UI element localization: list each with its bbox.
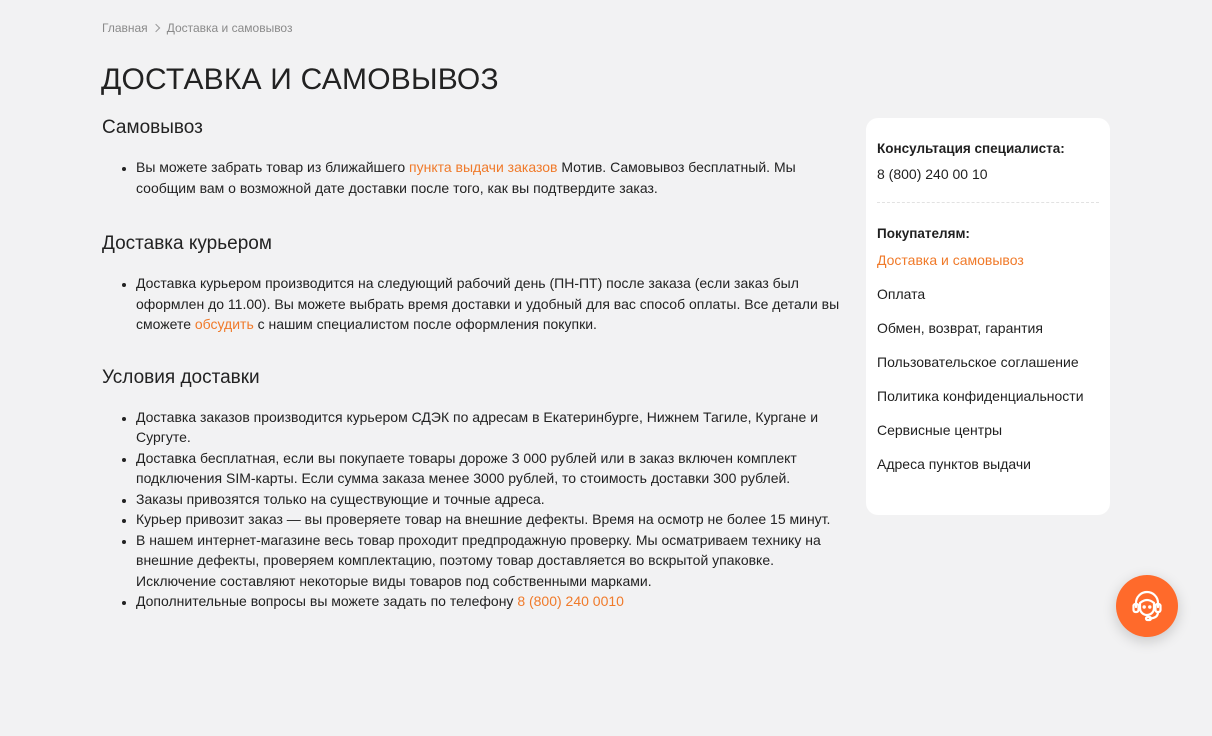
consult-label: Консультация специалиста: — [877, 141, 1065, 156]
sidebar-item-agreement[interactable]: Пользовательское соглашение — [877, 354, 1079, 370]
phone-question-text: Дополнительные вопросы вы можете задать по телефону — [136, 593, 518, 609]
list-item: • Доставка заказов производится курьером СДЭК по адресам в Екатеринбурге, Нижнем Тагиле, Кургане и Сургуте. — [136, 407, 842, 448]
sidebar-item-exchange[interactable]: Обмен, возврат, гарантия — [877, 320, 1043, 336]
sidebar-item-payment[interactable]: Оплата — [877, 286, 926, 302]
page-title: ДОСТАВКА И САМОВЫВОЗ — [101, 63, 499, 96]
sidebar-card — [866, 118, 1110, 515]
chevron-right-icon — [151, 24, 159, 32]
sidebar-divider — [877, 202, 1099, 203]
courier-heading: Доставка курьером — [102, 233, 272, 254]
consult-phone[interactable]: 8 (800) 240 00 10 — [877, 166, 988, 182]
conditions-heading: Условия доставки — [102, 366, 260, 388]
pickup-list — [102, 157, 842, 198]
list-item: • В нашем интернет-магазине весь товар проходит предпродажную проверку. Мы осматриваем технику на внешние дефекты, проверяем комплектацию, поэтому товар доставляется во вскрытой упаковке. Исключение составляют некоторые виды товаров под собственными марками. — [136, 530, 842, 592]
conditions-list — [102, 407, 842, 612]
hotline-phone-link[interactable]: 8 (800) 240 0010 — [517, 593, 624, 609]
buyers-label: Покупателям: — [877, 226, 970, 241]
sidebar-item-pickup-addresses[interactable]: Адреса пунктов выдачи — [877, 456, 1031, 472]
pickup-text-before: Вы можете забрать товар из ближайшего — [136, 159, 409, 175]
list-item: • Заказы привозятся только на существующие и точные адреса. — [136, 489, 842, 510]
courier-text-before: Доставка курьером производится на следующий рабочий день (ПН-ПТ) после заказа (если заказ был оформлен до 11.00). Вы можете выбрать время доставки и удобный для вас способ оплаты. Все детали вы сможете — [136, 275, 840, 332]
courier-list — [102, 273, 842, 335]
breadcrumb — [102, 20, 292, 36]
support-chat-button[interactable] — [1116, 575, 1178, 637]
discuss-link[interactable]: обсудить — [194, 316, 254, 332]
courier-text-after: с нашим специалистом после оформления покупки. — [253, 316, 597, 332]
list-item — [136, 591, 842, 612]
main-content — [102, 116, 842, 612]
sidebar-item-privacy[interactable]: Политика конфиденциальности — [877, 388, 1084, 404]
pickup-section — [102, 116, 842, 198]
courier-section — [102, 232, 842, 335]
buyers-menu — [877, 251, 1099, 473]
support-operator-icon — [1127, 586, 1167, 626]
pickup-points-link[interactable]: пункта выдачи заказов — [409, 159, 558, 175]
list-item — [136, 157, 842, 198]
list-item: • Доставка бесплатная, если вы покупаете товары дороже 3 000 рублей или в заказ включен комплект подключения SIM-карты. Если сумма заказа менее 3000 рублей, то стоимость доставки 300 рублей. — [136, 448, 842, 489]
sidebar-item-delivery[interactable]: Доставка и самовывоз — [877, 252, 1024, 268]
pickup-heading: Самовывоз — [102, 117, 203, 138]
sidebar-item-service-centers[interactable]: Сервисные центры — [877, 422, 1003, 438]
breadcrumb-current: Доставка и самовывоз — [166, 21, 293, 35]
list-item — [136, 273, 842, 335]
pickup-text-after: Мотив. Самовывоз бесплатный. Мы сообщим вам о возможной дате доставки после того, как вы подтвердите заказ. — [136, 159, 796, 196]
conditions-section — [102, 366, 842, 612]
breadcrumb-home-link[interactable]: Главная — [102, 21, 148, 35]
list-item: • Курьер привозит заказ — вы проверяете товар на внешние дефекты. Время на осмотр не более 15 минут. — [136, 509, 842, 530]
